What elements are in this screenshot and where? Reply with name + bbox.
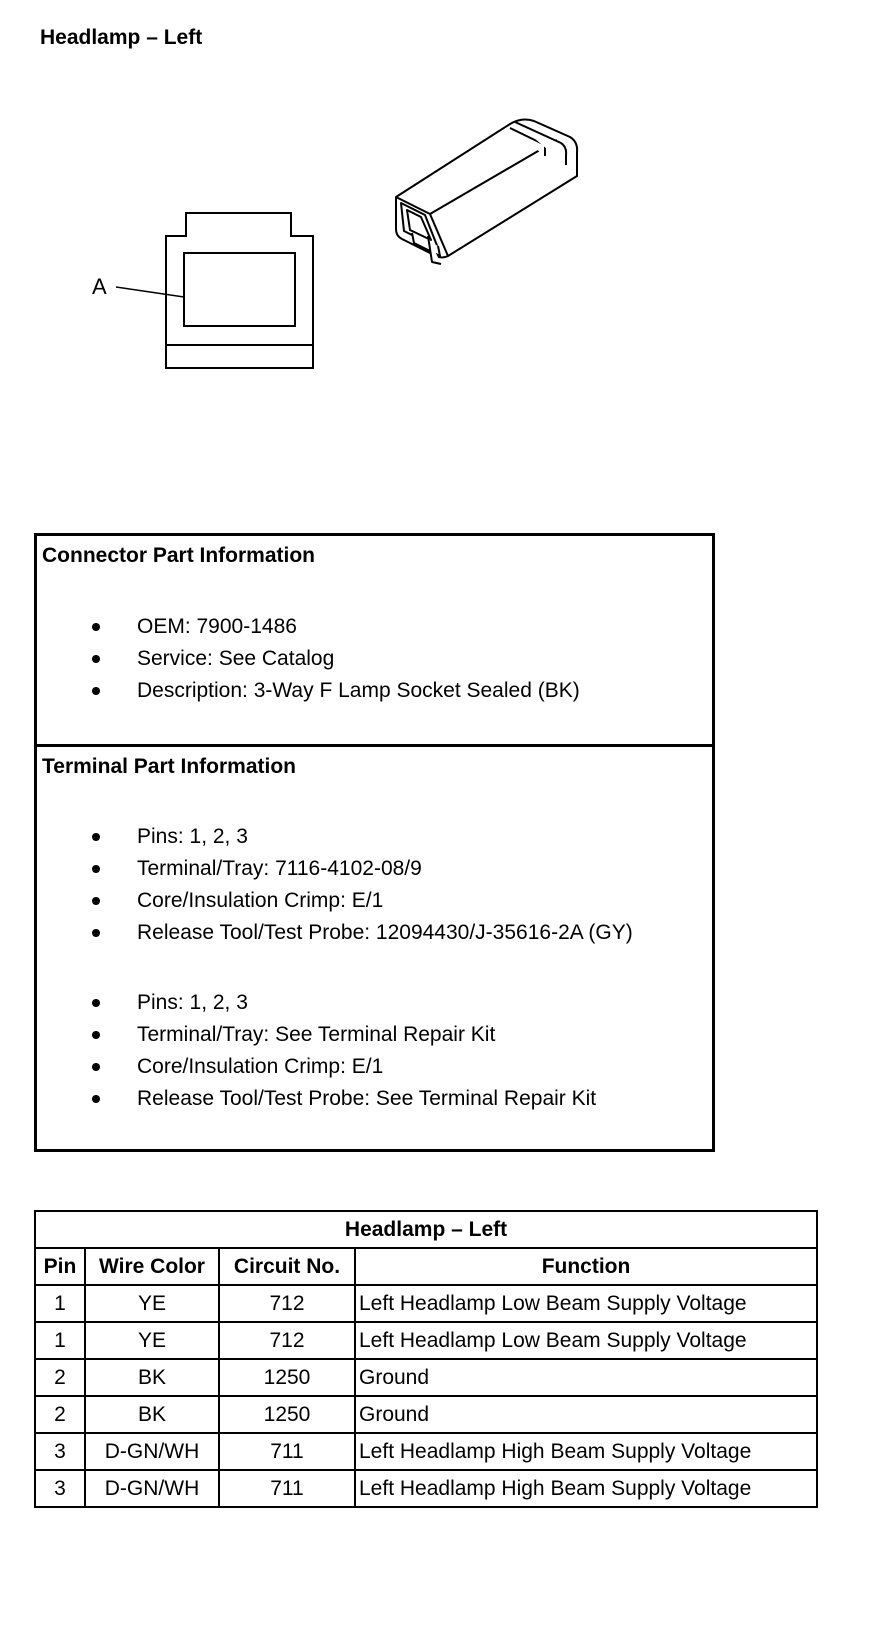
function-cell: Left Headlamp High Beam Supply Voltage: [355, 1470, 817, 1507]
terminal-section-title: Terminal Part Information: [42, 755, 296, 778]
function-cell: Left Headlamp High Beam Supply Voltage: [355, 1433, 817, 1470]
circuit-cell: 712: [219, 1285, 355, 1322]
circuit-cell: 1250: [219, 1396, 355, 1433]
wire-color-cell: BK: [85, 1359, 219, 1396]
terminal-info-list-1: [37, 821, 633, 949]
circuit-cell: 711: [219, 1470, 355, 1507]
terminal-info-list-2: [37, 987, 596, 1115]
list-item: Release Tool/Test Probe: See Terminal Repair Kit: [37, 1083, 596, 1115]
table-title: Headlamp – Left: [35, 1211, 817, 1248]
table-row: [35, 1322, 817, 1359]
list-item: Core/Insulation Crimp: E/1: [37, 885, 633, 917]
page-title: Headlamp – Left: [40, 26, 203, 49]
list-item: Core/Insulation Crimp: E/1: [37, 1051, 596, 1083]
list-item: Release Tool/Test Probe: 12094430/J-35616-2A (GY): [37, 917, 633, 949]
column-header-pin: Pin: [35, 1248, 85, 1285]
table-row: [35, 1396, 817, 1433]
part-info-box: [34, 533, 715, 1152]
connector-part-section: [37, 536, 712, 747]
pin-cell: 1: [35, 1322, 85, 1359]
pin-cell: 1: [35, 1285, 85, 1322]
function-cell: Left Headlamp Low Beam Supply Voltage: [355, 1322, 817, 1359]
circuit-cell: 711: [219, 1433, 355, 1470]
list-item: Description: 3-Way F Lamp Socket Sealed (BK): [37, 675, 580, 707]
wire-color-cell: D-GN/WH: [85, 1470, 219, 1507]
table-row: [35, 1433, 817, 1470]
column-header-wire-color: Wire Color: [85, 1248, 219, 1285]
circuit-cell: 1250: [219, 1359, 355, 1396]
connector-3d-view-icon: [396, 120, 577, 264]
wire-color-cell: BK: [85, 1396, 219, 1433]
column-header-circuit-no: Circuit No.: [219, 1248, 355, 1285]
callout-label-a: A: [92, 274, 107, 299]
list-item: Pins: 1, 2, 3: [37, 821, 633, 853]
pinout-table: [34, 1210, 818, 1508]
function-cell: Ground: [355, 1359, 817, 1396]
list-item: Terminal/Tray: See Terminal Repair Kit: [37, 1019, 596, 1051]
pin-cell: 2: [35, 1359, 85, 1396]
connector-info-list: [37, 611, 580, 707]
connector-diagram: [0, 0, 896, 520]
list-item: OEM: 7900-1486: [37, 611, 580, 643]
table-row: [35, 1359, 817, 1396]
pin-cell: 3: [35, 1470, 85, 1507]
wire-color-cell: YE: [85, 1322, 219, 1359]
pin-cell: 2: [35, 1396, 85, 1433]
list-item: Terminal/Tray: 7116-4102-08/9: [37, 853, 633, 885]
table-row: [35, 1285, 817, 1322]
connector-section-title: Connector Part Information: [42, 544, 316, 567]
list-item: Pins: 1, 2, 3: [37, 987, 596, 1019]
wire-color-cell: YE: [85, 1285, 219, 1322]
function-cell: Left Headlamp Low Beam Supply Voltage: [355, 1285, 817, 1322]
connector-face-view-icon: [166, 213, 313, 368]
pin-cell: 3: [35, 1433, 85, 1470]
list-item: Service: See Catalog: [37, 643, 580, 675]
column-header-function: Function: [355, 1248, 817, 1285]
circuit-cell: 712: [219, 1322, 355, 1359]
function-cell: Ground: [355, 1396, 817, 1433]
terminal-part-section: [37, 747, 712, 1149]
table-row: [35, 1470, 817, 1507]
wire-color-cell: D-GN/WH: [85, 1433, 219, 1470]
